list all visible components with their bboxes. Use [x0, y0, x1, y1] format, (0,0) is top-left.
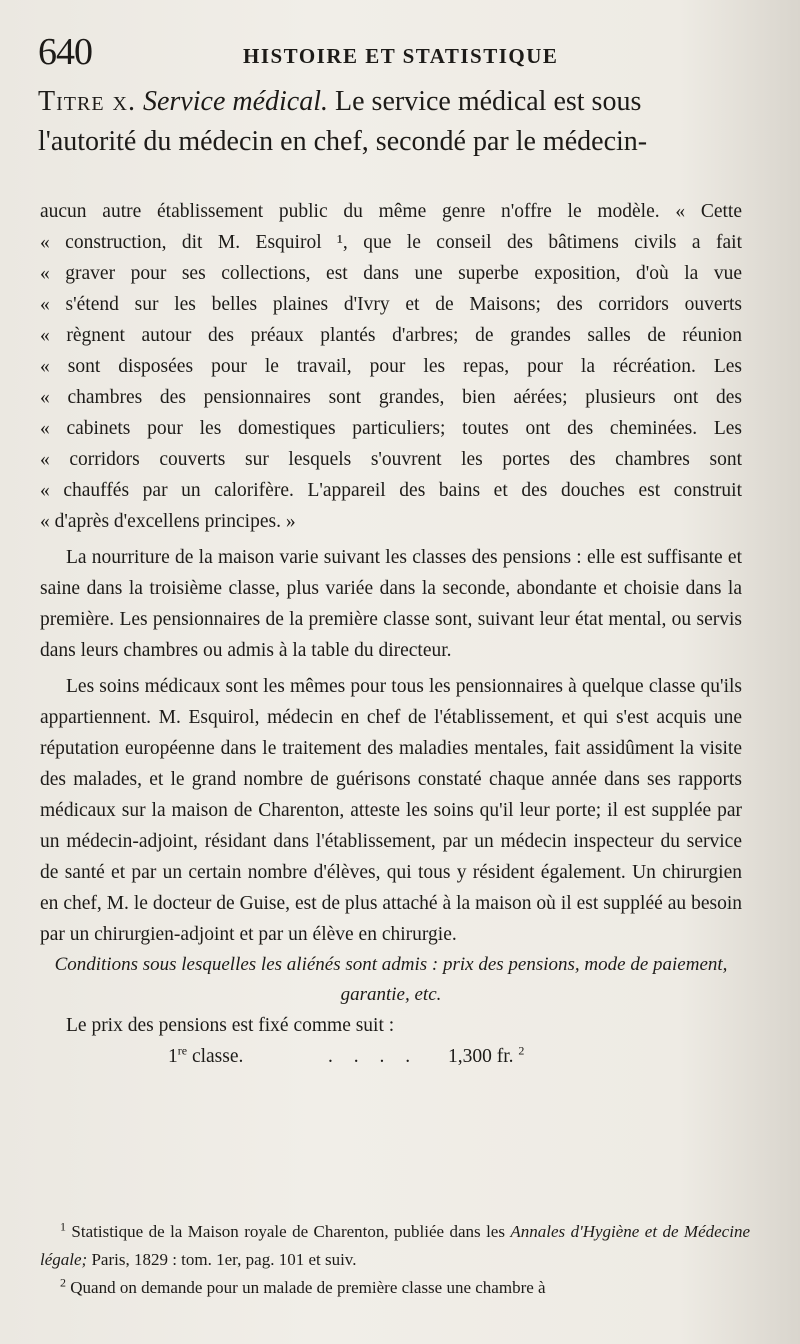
quote-line: « cabinets pour les domestiques particuliers; toutes ont des cheminées. Les [40, 418, 742, 439]
page-number: 640 [38, 31, 92, 73]
price-row [40, 1041, 742, 1072]
footnote-2: $^2$ Quand on demande pour un malade de première classe une chambre à [60, 1275, 546, 1297]
price-class: 1re classe. [168, 1043, 244, 1067]
paragraph-medical-care: Les soins médicaux sont les mêmes pour tous les pensionnaires à quelque classe qu'ils appartiennent. M. Esquirol, médecin en chef de l'établissement, et qui s'est acquis une réputation européenne dans le traitement des maladies mentales, fait assidûment la visite des malades, et le grand nombre de guérisons constaté chaque année dans ses rapports médicaux sur la maison de Charenton, atteste les soins qu'il leur porte; il est supplée par un médecin-adjoint, résidant dans l'établissement, par un médecin inspecteur du service de santé et par un certain nombre d'élèves, qui tous y résident également. Un chirurgien en chef, M. le docteur de Guise, est de plus attaché à la maison où il est suppléé au besoin par un chirurgien-adjoint et par un élève en chirurgie. [40, 676, 742, 945]
quote-line: « construction, dit M. Esquirol ¹, que le conseil des bâtimens civils a fait [40, 232, 742, 253]
quote-line: « corridors couverts sur lesquels s'ouvrent les portes des chambres sont [40, 449, 742, 470]
quote-line: « chambres des pensionnaires sont grandes, bien aérées; plusieurs ont des [40, 387, 742, 408]
quote-line: « règnent autour des préaux plantés d'arbres; de grandes salles de réunion [40, 325, 742, 346]
footnote-ref: 2 [518, 1043, 525, 1058]
price-intro: Le prix des pensions est fixé comme suit : [66, 1015, 395, 1036]
footnote-mark: 2 [60, 1275, 66, 1290]
page-header [38, 30, 778, 80]
footnote-mark: 1 [60, 1219, 66, 1234]
quote-line: « chauffés par un calorifère. L'appareil des bains et des douches est construit [40, 480, 742, 501]
quote-line: aucun autre établissement public du même genre n'offre le modèle. « Cette [40, 201, 742, 222]
section-title [38, 82, 738, 162]
paragraph-food: La nourriture de la maison varie suivant les classes des pensions : elle est suffisante et saine dans la troisième classe, plus variée dans la seconde, abondante et choisie dans la première. Les pensionnaires de la première classe sont, suivant leur état mental, ou servis dans leurs chambres ou admis à la table du directeur. [40, 547, 742, 661]
subheading-conditions: Conditions sous lesquelles les aliénés sont admis : prix des pensions, mode de paiement, garantie, etc. [54, 954, 728, 1005]
footnotes [40, 1218, 750, 1302]
title-lead: Titre x. [38, 86, 136, 117]
title-text: Le service médical est sous l'autorité du médecin en chef, secondé par le médecin- [38, 86, 648, 157]
running-title: HISTOIRE ET STATISTIQUE [243, 44, 559, 68]
footnote-1: $^1$ Statistique de la Maison royale de Charenton, publiée dans les Annales d'Hygiène et de Médecine légale; Paris, 1829 : tom. 1er, pag. 101 et suiv. [40, 1219, 750, 1269]
quote-line: « sont disposées pour le travail, pour les repas, pour la récréation. Les [40, 356, 742, 377]
body-text [40, 196, 742, 1072]
quote-line: « d'après d'excellens principes. » [40, 511, 296, 532]
price-amount: 1,300 fr. [448, 1046, 514, 1067]
quote-line: « graver pour ses collections, est dans une superbe exposition, d'où la vue [40, 263, 742, 284]
price-leader-dots: . . . . [328, 1046, 419, 1067]
title-section-name: Service médical. [142, 86, 329, 117]
quote-block [40, 196, 742, 537]
quote-line: « s'étend sur les belles plaines d'Ivry et de Maisons; des corridors ouverts [40, 294, 742, 315]
